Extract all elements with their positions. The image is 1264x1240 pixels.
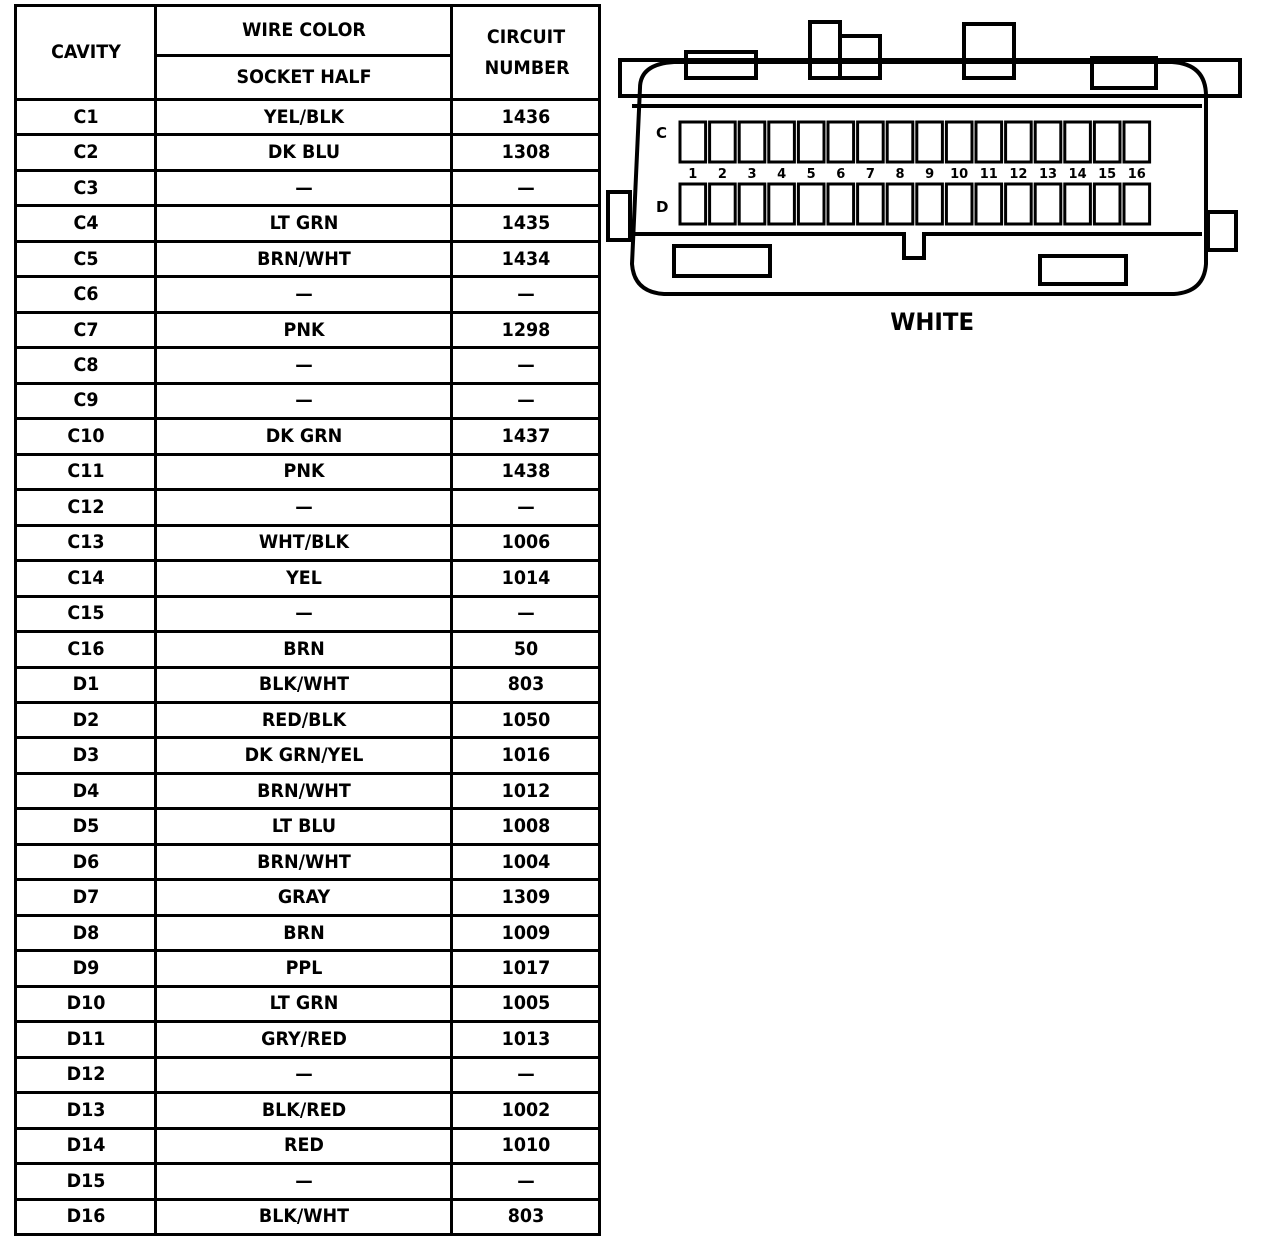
cell-wire: DK GRN/YEL bbox=[167, 738, 439, 773]
connector-tab-left bbox=[686, 52, 756, 78]
cell-wire: — bbox=[167, 170, 439, 205]
cell-wire: RED bbox=[167, 1128, 439, 1163]
cavity-D-14 bbox=[1065, 184, 1091, 224]
header-socket-half: SOCKET HALF bbox=[167, 56, 439, 100]
cell-wire: LT BLU bbox=[167, 809, 439, 844]
cell-wire: LT GRN bbox=[167, 206, 439, 241]
cell-circuit: — bbox=[457, 596, 593, 631]
cell-wire: BRN/WHT bbox=[167, 241, 439, 276]
cavity-D-10 bbox=[946, 184, 972, 224]
pin-number-label: 16 bbox=[1127, 167, 1146, 182]
cavity-D-8 bbox=[887, 184, 913, 224]
cell-wire: — bbox=[167, 490, 439, 525]
table-row bbox=[16, 738, 600, 773]
pin-number-label: 8 bbox=[895, 167, 905, 182]
cell-cavity: D14 bbox=[21, 1128, 150, 1163]
cell-circuit: 1434 bbox=[457, 241, 593, 276]
cell-wire: — bbox=[167, 383, 439, 418]
cell-cavity: D8 bbox=[21, 915, 150, 950]
table-row bbox=[16, 1199, 600, 1234]
cell-wire: BRN bbox=[167, 632, 439, 667]
table-row bbox=[16, 986, 600, 1021]
table-row bbox=[16, 135, 600, 170]
cell-cavity: D11 bbox=[21, 1022, 150, 1057]
table-row bbox=[16, 454, 600, 489]
cavity-D-7 bbox=[858, 184, 884, 224]
pin-number-label: 1 bbox=[688, 167, 698, 182]
cell-wire: — bbox=[167, 1057, 439, 1092]
table-row bbox=[16, 348, 600, 383]
cavity-C-6 bbox=[828, 122, 854, 162]
cell-circuit: — bbox=[457, 383, 593, 418]
table-row bbox=[16, 383, 600, 418]
table-row bbox=[16, 241, 600, 276]
cell-circuit: 1298 bbox=[457, 312, 593, 347]
cell-cavity: D13 bbox=[21, 1093, 150, 1128]
cell-wire: YEL/BLK bbox=[167, 100, 439, 135]
cavity-C-16 bbox=[1124, 122, 1150, 162]
cell-circuit: 1012 bbox=[457, 773, 593, 808]
cell-wire: WHT/BLK bbox=[167, 525, 439, 560]
cavity-C-12 bbox=[1006, 122, 1032, 162]
cavity-D-4 bbox=[769, 184, 795, 224]
cell-cavity: D10 bbox=[21, 986, 150, 1021]
cell-cavity: D3 bbox=[21, 738, 150, 773]
pin-number-label: 12 bbox=[1009, 167, 1028, 182]
cell-circuit: 1008 bbox=[457, 809, 593, 844]
cell-cavity: C4 bbox=[21, 206, 150, 241]
cell-cavity: C2 bbox=[21, 135, 150, 170]
cell-wire: PNK bbox=[167, 454, 439, 489]
cavity-D-11 bbox=[976, 184, 1002, 224]
cell-wire: PNK bbox=[167, 312, 439, 347]
cell-cavity: D9 bbox=[21, 951, 150, 986]
table-row bbox=[16, 1128, 600, 1163]
cell-circuit: 1435 bbox=[457, 206, 593, 241]
header-wire-color: WIRE COLOR bbox=[167, 6, 439, 56]
cavity-D-1 bbox=[680, 184, 706, 224]
cell-wire: DK GRN bbox=[167, 419, 439, 454]
cell-cavity: C10 bbox=[21, 419, 150, 454]
cell-cavity: C15 bbox=[21, 596, 150, 631]
cell-cavity: C13 bbox=[21, 525, 150, 560]
pin-number-label: 4 bbox=[777, 167, 787, 182]
cell-circuit: 1010 bbox=[457, 1128, 593, 1163]
pin-number-label: 9 bbox=[925, 167, 935, 182]
cavity-D-6 bbox=[828, 184, 854, 224]
header-circuit-number bbox=[457, 6, 593, 100]
cell-circuit: 1005 bbox=[457, 986, 593, 1021]
cell-cavity: C16 bbox=[21, 632, 150, 667]
cell-circuit: 1050 bbox=[457, 702, 593, 737]
cavity-C-14 bbox=[1065, 122, 1091, 162]
cavity-D-13 bbox=[1035, 184, 1061, 224]
connector-latch-right bbox=[1040, 256, 1126, 284]
pinout-table bbox=[14, 4, 601, 1236]
header-circuit-number-text: CIRCUIT NUMBER bbox=[484, 26, 570, 79]
connector-outline bbox=[604, 16, 1244, 316]
cell-circuit: 1013 bbox=[457, 1022, 593, 1057]
connector-ear-left bbox=[608, 192, 630, 240]
cavity-D-9 bbox=[917, 184, 943, 224]
table-row bbox=[16, 809, 600, 844]
pinout-rows bbox=[16, 100, 600, 1235]
row-label: C bbox=[656, 124, 668, 142]
cell-wire: LT GRN bbox=[167, 986, 439, 1021]
table-row bbox=[16, 596, 600, 631]
cell-circuit: 1002 bbox=[457, 1093, 593, 1128]
table-row bbox=[16, 773, 600, 808]
table-row bbox=[16, 525, 600, 560]
table-row bbox=[16, 880, 600, 915]
pin-number-label: 7 bbox=[865, 167, 875, 182]
pin-number-label: 11 bbox=[979, 167, 998, 182]
cell-wire: DK BLU bbox=[167, 135, 439, 170]
pin-number-label: 6 bbox=[836, 167, 846, 182]
cell-cavity: D5 bbox=[21, 809, 150, 844]
cavity-C-2 bbox=[710, 122, 736, 162]
table-row bbox=[16, 1164, 600, 1199]
cavity-C-15 bbox=[1094, 122, 1120, 162]
table-row bbox=[16, 1057, 600, 1092]
cavity-D-16 bbox=[1124, 184, 1150, 224]
pinout-table-container bbox=[14, 4, 598, 1236]
table-row bbox=[16, 206, 600, 241]
table-row bbox=[16, 1022, 600, 1057]
cell-circuit: 803 bbox=[457, 667, 593, 702]
cell-circuit: 1004 bbox=[457, 844, 593, 879]
table-row bbox=[16, 170, 600, 205]
table-row bbox=[16, 632, 600, 667]
cell-cavity: C3 bbox=[21, 170, 150, 205]
cavity-D-3 bbox=[739, 184, 765, 224]
cell-circuit: — bbox=[457, 1057, 593, 1092]
cell-wire: BLK/WHT bbox=[167, 1199, 439, 1234]
row-label: D bbox=[656, 198, 669, 216]
cell-cavity: C1 bbox=[21, 100, 150, 135]
cavity-C-9 bbox=[917, 122, 943, 162]
pin-number-label: 5 bbox=[806, 167, 816, 182]
cell-wire: GRY/RED bbox=[167, 1022, 439, 1057]
cavity-C-1 bbox=[680, 122, 706, 162]
cell-wire: BLK/RED bbox=[167, 1093, 439, 1128]
table-row bbox=[16, 951, 600, 986]
cell-wire: GRAY bbox=[167, 880, 439, 915]
pin-number-label: 15 bbox=[1098, 167, 1117, 182]
cell-cavity: D2 bbox=[21, 702, 150, 737]
cell-wire: — bbox=[167, 596, 439, 631]
connector-diagram bbox=[604, 16, 1244, 346]
cell-cavity: D7 bbox=[21, 880, 150, 915]
cell-wire: BRN bbox=[167, 915, 439, 950]
cell-circuit: 1009 bbox=[457, 915, 593, 950]
cavity-C-3 bbox=[739, 122, 765, 162]
cell-circuit: — bbox=[457, 490, 593, 525]
cavity-D-2 bbox=[710, 184, 736, 224]
table-row bbox=[16, 702, 600, 737]
cavity-C-13 bbox=[1035, 122, 1061, 162]
cell-cavity: C8 bbox=[21, 348, 150, 383]
cell-wire: BRN/WHT bbox=[167, 844, 439, 879]
cell-cavity: D12 bbox=[21, 1057, 150, 1092]
cell-cavity: D15 bbox=[21, 1164, 150, 1199]
cavity-C-11 bbox=[976, 122, 1002, 162]
cavity-C-8 bbox=[887, 122, 913, 162]
cell-cavity: D4 bbox=[21, 773, 150, 808]
connector-post-left bbox=[810, 22, 840, 78]
cell-circuit: 1308 bbox=[457, 135, 593, 170]
cell-circuit: — bbox=[457, 277, 593, 312]
cavity-C-10 bbox=[946, 122, 972, 162]
cell-circuit: 1006 bbox=[457, 525, 593, 560]
cell-circuit: 1436 bbox=[457, 100, 593, 135]
table-row bbox=[16, 419, 600, 454]
cell-circuit: 1016 bbox=[457, 738, 593, 773]
header-cavity: CAVITY bbox=[21, 6, 150, 100]
cell-circuit: 803 bbox=[457, 1199, 593, 1234]
cell-circuit: 1014 bbox=[457, 561, 593, 596]
cell-cavity: D1 bbox=[21, 667, 150, 702]
cell-wire: YEL bbox=[167, 561, 439, 596]
cavity-C-4 bbox=[769, 122, 795, 162]
cell-wire: BRN/WHT bbox=[167, 773, 439, 808]
cell-circuit: 1437 bbox=[457, 419, 593, 454]
cell-circuit: 1438 bbox=[457, 454, 593, 489]
table-row bbox=[16, 100, 600, 135]
cell-wire: — bbox=[167, 277, 439, 312]
cell-cavity: C12 bbox=[21, 490, 150, 525]
cavity-C-5 bbox=[798, 122, 824, 162]
cell-cavity: C6 bbox=[21, 277, 150, 312]
cell-circuit: 1309 bbox=[457, 880, 593, 915]
cell-cavity: C5 bbox=[21, 241, 150, 276]
pin-number-label: 3 bbox=[747, 167, 757, 182]
table-row bbox=[16, 844, 600, 879]
connector-color-label: WHITE bbox=[890, 308, 975, 336]
cell-circuit: 50 bbox=[457, 632, 593, 667]
cell-cavity: C9 bbox=[21, 383, 150, 418]
pin-number-label: 14 bbox=[1068, 167, 1087, 182]
cell-circuit: — bbox=[457, 348, 593, 383]
table-row bbox=[16, 561, 600, 596]
cell-wire: — bbox=[167, 1164, 439, 1199]
cavity-D-5 bbox=[798, 184, 824, 224]
connector-ear-right bbox=[1208, 212, 1236, 250]
connector-latch-left bbox=[674, 246, 770, 276]
cell-wire: RED/BLK bbox=[167, 702, 439, 737]
cell-circuit: — bbox=[457, 170, 593, 205]
pin-number-label: 13 bbox=[1038, 167, 1058, 182]
row-letter-labels bbox=[656, 124, 668, 216]
cell-cavity: D6 bbox=[21, 844, 150, 879]
pin-number-labels bbox=[688, 167, 1146, 182]
cell-circuit: — bbox=[457, 1164, 593, 1199]
table-row bbox=[16, 312, 600, 347]
connector-post-mid bbox=[840, 36, 880, 78]
cell-cavity: C11 bbox=[21, 454, 150, 489]
connector-post-right bbox=[964, 24, 1014, 78]
cell-wire: BLK/WHT bbox=[167, 667, 439, 702]
cell-wire: PPL bbox=[167, 951, 439, 986]
cell-wire: — bbox=[167, 348, 439, 383]
cavity-D-15 bbox=[1094, 184, 1120, 224]
pin-number-label: 2 bbox=[717, 167, 727, 182]
table-row bbox=[16, 277, 600, 312]
cell-cavity: C7 bbox=[21, 312, 150, 347]
table-row bbox=[16, 490, 600, 525]
table-row bbox=[16, 667, 600, 702]
cavity-C-7 bbox=[858, 122, 884, 162]
cell-cavity: D16 bbox=[21, 1199, 150, 1234]
table-row bbox=[16, 1093, 600, 1128]
cavity-D-12 bbox=[1006, 184, 1032, 224]
pin-number-label: 10 bbox=[950, 167, 969, 182]
cell-cavity: C14 bbox=[21, 561, 150, 596]
table-row bbox=[16, 915, 600, 950]
cell-circuit: 1017 bbox=[457, 951, 593, 986]
